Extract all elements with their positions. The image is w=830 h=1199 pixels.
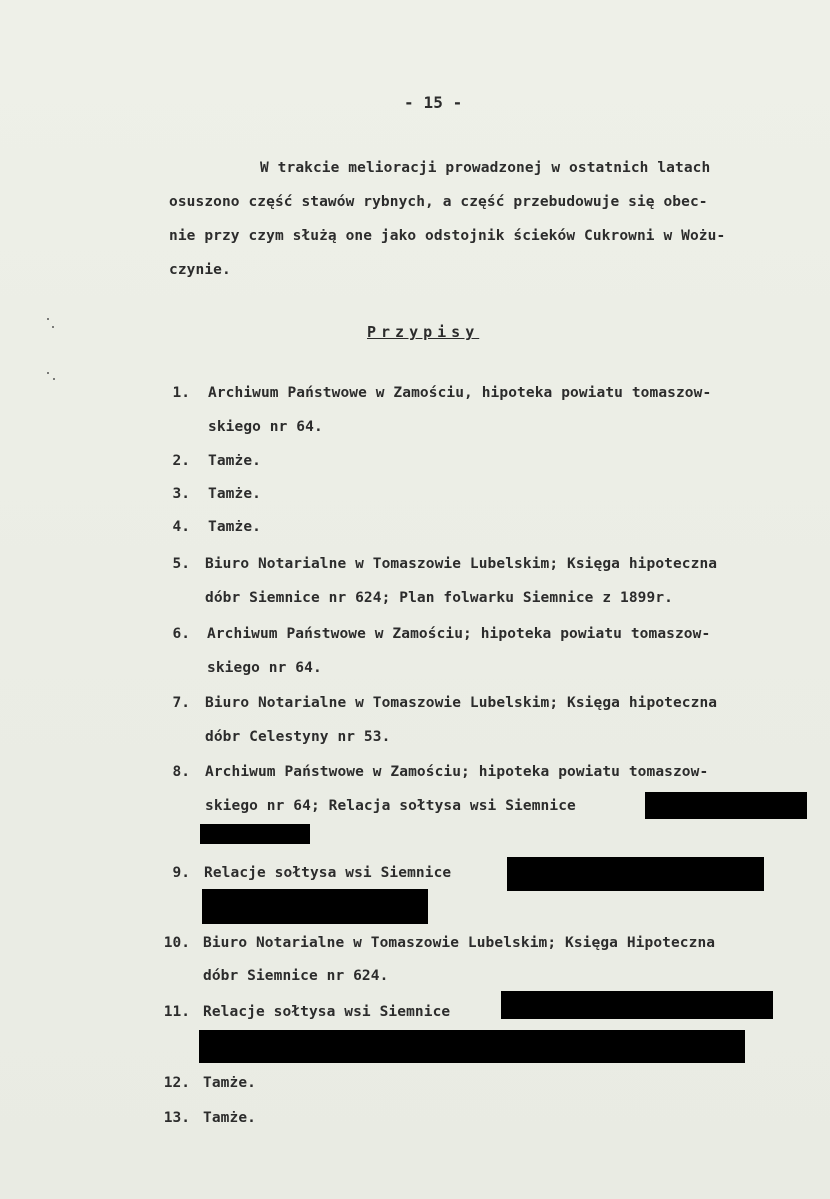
footnote-text: Tamże. xyxy=(208,486,261,502)
footnote-text: Biuro Notarialne w Tomaszowie Lubelskim; Księga hipoteczna xyxy=(205,695,718,711)
footnote-text: Tamże. xyxy=(208,453,261,469)
footnote-number: 9. xyxy=(172,865,190,881)
footnote-number: 6. xyxy=(172,626,190,642)
footnote-text: skiego nr 64. xyxy=(207,660,322,676)
footnote-number: 4. xyxy=(172,519,190,535)
margin-speck xyxy=(47,372,49,374)
footnote-number: 5. xyxy=(172,556,190,572)
footnote-text: Tamże. xyxy=(203,1075,256,1091)
paragraph-line-2: osuszono część stawów rybnych, a część przebudowuje się obec- xyxy=(169,194,708,210)
redaction-bar xyxy=(200,824,310,844)
footnote-text: Archiwum Państwowe w Zamościu; hipoteka powiatu tomaszow- xyxy=(205,764,709,780)
footnote-text: Relacje sołtysa wsi Siemnice xyxy=(203,1004,451,1020)
paragraph-line-4: czynie. xyxy=(169,262,231,278)
footnote-number: 11. xyxy=(163,1004,190,1020)
redaction-bar xyxy=(199,1030,745,1063)
paragraph-line-3: nie przy czym służą one jako odstojnik ścieków Cukrowni w Wożu- xyxy=(169,228,726,244)
footnote-text: Tamże. xyxy=(208,519,261,535)
footnote-text: Relacje sołtysa wsi Siemnice xyxy=(204,865,452,881)
redaction-bar xyxy=(202,889,428,924)
footnote-number: 3. xyxy=(172,486,190,502)
redaction-bar xyxy=(501,991,773,1019)
footnote-number: 2. xyxy=(172,453,190,469)
footnote-text: Archiwum Państwowe w Zamościu, hipoteka powiatu tomaszow- xyxy=(208,385,712,401)
footnote-number: 13. xyxy=(163,1110,190,1126)
margin-speck xyxy=(52,326,54,328)
footnote-number: 1. xyxy=(172,385,190,401)
footnote-text: Tamże. xyxy=(203,1110,256,1126)
margin-speck xyxy=(53,378,55,380)
footnote-text: dóbr Celestyny nr 53. xyxy=(205,729,391,745)
section-heading: Przypisy xyxy=(367,323,480,341)
margin-speck xyxy=(47,318,49,320)
paragraph-line-1: W trakcie melioracji prowadzonej w ostatnich latach xyxy=(260,160,711,176)
footnote-text: skiego nr 64. xyxy=(208,419,323,435)
footnote-text: Biuro Notarialne w Tomaszowie Lubelskim; Księga hipoteczna xyxy=(205,556,718,572)
footnote-number: 12. xyxy=(163,1075,190,1091)
footnote-text: dóbr Siemnice nr 624; Plan folwarku Siemnice z 1899r. xyxy=(205,590,673,606)
footnote-text: Archiwum Państwowe w Zamościu; hipoteka powiatu tomaszow- xyxy=(207,626,711,642)
footnote-number: 8. xyxy=(172,764,190,780)
footnote-text: skiego nr 64; Relacja sołtysa wsi Siemnice xyxy=(205,798,576,814)
redaction-bar xyxy=(507,857,764,891)
footnote-text: dóbr Siemnice nr 624. xyxy=(203,968,389,984)
footnote-text: Biuro Notarialne w Tomaszowie Lubelskim; Księga Hipoteczna xyxy=(203,935,716,951)
redaction-bar xyxy=(645,792,807,819)
footnote-number: 10. xyxy=(163,935,190,951)
footnote-number: 7. xyxy=(172,695,190,711)
page-number: - 15 - xyxy=(404,93,463,112)
